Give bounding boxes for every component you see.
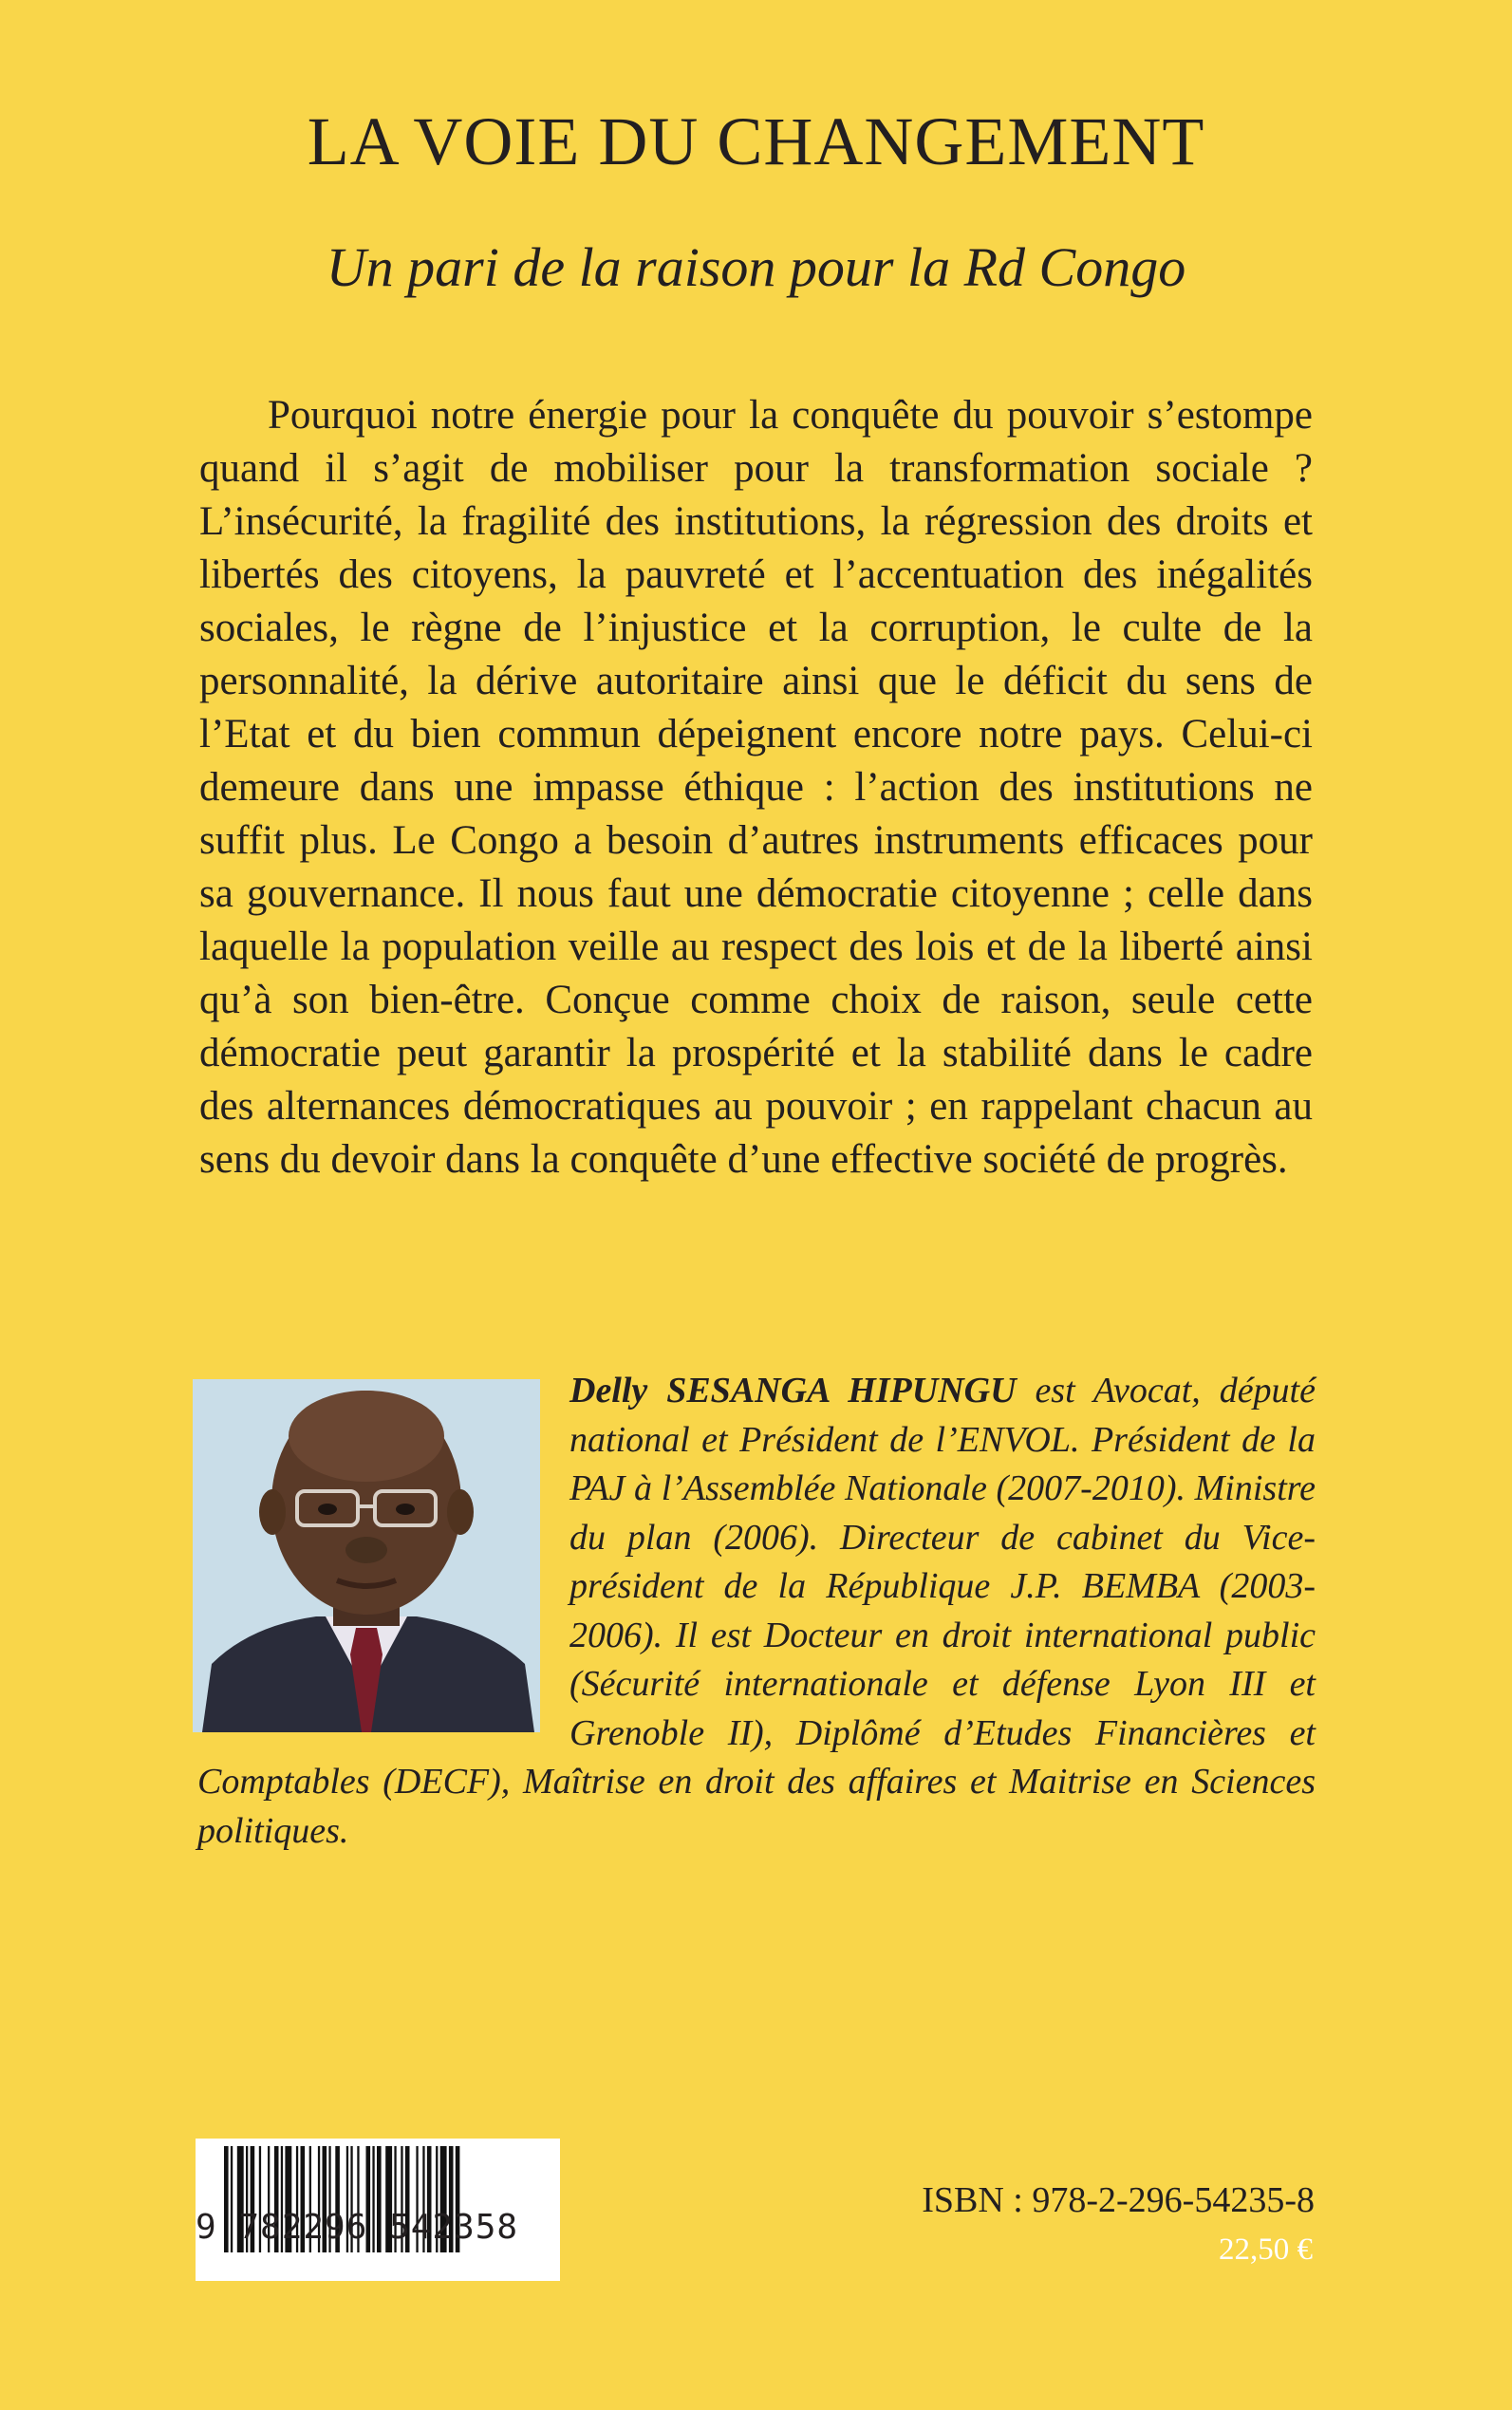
author-bio-text: est Avocat, député national et Président de l’ENVOL. Président de la PAJ à l’Assemblée Nationale (2007-2010). Ministre du plan (2006). Directeur de cabinet du Vice-président de la République J.P. BEMBA (2003-2006). Il est Docteur en droit international public (Sécurité internationale et défense Lyon III et Grenoble II), Diplômé d’Etudes Financières et Comptables (DECF), Maîtrise en droit des affaires et Maitrise en Sciences politiques. [197, 1371, 1316, 1851]
isbn: ISBN : 978-2-296-54235-8 [922, 2180, 1315, 2220]
barcode-number: 9 782296 542358 [196, 2208, 519, 2247]
photo-spacer [197, 1367, 569, 1756]
summary-text: Pourquoi notre énergie pour la conquête du pouvoir s’estompe quand il s’agit de mobiliser pour la transformation sociale ? L’insécurité, la fragilité des institutions, la régression des droits et libertés des citoyens, la pauvreté et l’accentuation des inégalités sociales, le règne de l’injustice et la corruption, le culte de la personnalité, la dérive autoritaire ainsi que le déficit du sens de l’Etat et du bien commun dépeignent encore notre pays. Celui-ci demeure dans une impasse éthique : l’action des institutions ne suffit plus. Le Congo a besoin d’autres instruments efficaces pour sa gouvernance. Il nous faut une démocratie citoyenne ; celle dans laquelle la population veille au respect des lois et de la liberté ainsi qu’à son bien-être. Conçue comme choix de raison, seule cette démocratie peut garantir la prospérité et la stabilité dans le cadre des alternances démocratiques au pouvoir ; en rappelant chacun au sens du devoir dans la conquête d’une effective société de progrès. [199, 393, 1313, 1182]
summary-paragraph [199, 389, 1313, 1186]
book-title: LA VOIE DU CHANGEMENT [307, 103, 1205, 179]
price: 22,50 € [1219, 2233, 1313, 2267]
author-bio [197, 1367, 1316, 1856]
book-subtitle: Un pari de la raison pour la Rd Congo [326, 236, 1186, 298]
author-name: Delly SESANGA HIPUNGU [569, 1371, 1017, 1411]
